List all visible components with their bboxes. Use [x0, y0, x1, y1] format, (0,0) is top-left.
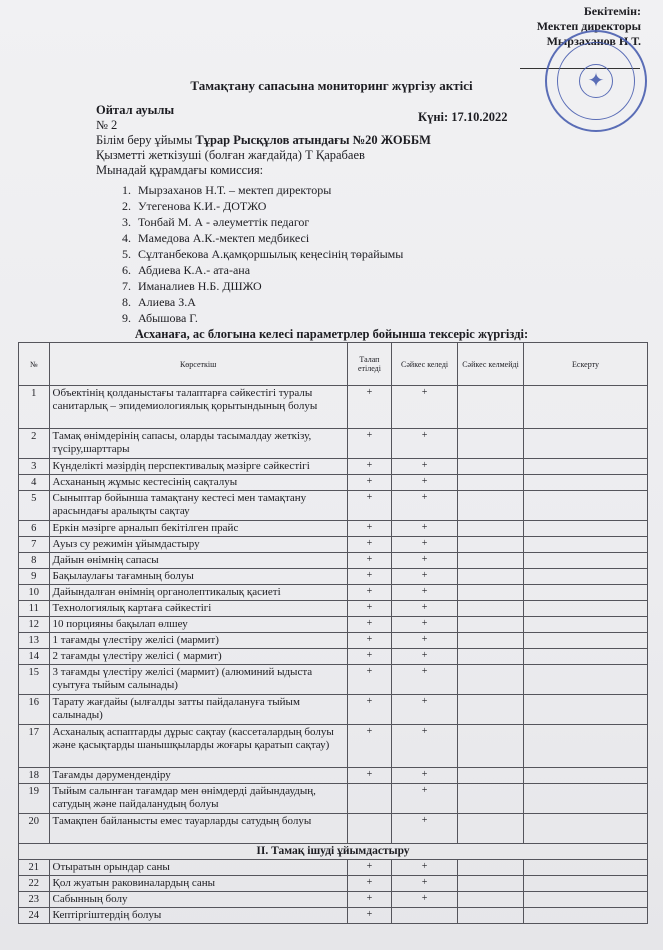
row-matches: +	[392, 617, 458, 633]
row-matches: +	[392, 814, 458, 844]
row-required: +	[347, 475, 392, 491]
row-number: 16	[19, 695, 50, 725]
row-note	[524, 459, 648, 475]
supplier: Қызметті жеткізуші (болған жағдайда) Т Қарабаев	[96, 148, 365, 162]
member-item: 4. Мамедова А.К.-мектеп медбикесі	[134, 230, 403, 246]
row-number: 11	[19, 601, 50, 617]
row-required: +	[347, 617, 392, 633]
row-matches: +	[392, 491, 458, 521]
row-note	[524, 665, 648, 695]
row-matches: +	[392, 521, 458, 537]
member-item: 2. Утегенова К.И.- ДОТЖО	[134, 198, 403, 214]
table-row	[19, 649, 648, 665]
table-row	[19, 537, 648, 553]
row-indicator: Еркін мәзірге арналып бекітілген прайс	[49, 521, 347, 537]
row-note	[524, 537, 648, 553]
row-matches: +	[392, 860, 458, 876]
row-note	[524, 553, 648, 569]
row-matches: +	[392, 585, 458, 601]
table-row	[19, 860, 648, 876]
row-indicator: 2 тағамды үлестіру желісі ( мармит)	[49, 649, 347, 665]
row-matches: +	[392, 784, 458, 814]
member-item: 6. Абдиева К.А.- ата-ана	[134, 262, 403, 278]
row-number: 7	[19, 537, 50, 553]
row-required	[347, 784, 392, 814]
row-matches: +	[392, 601, 458, 617]
row-note	[524, 491, 648, 521]
row-matches: +	[392, 429, 458, 459]
row-number: 12	[19, 617, 50, 633]
row-number: 4	[19, 475, 50, 491]
row-matches: +	[392, 569, 458, 585]
row-note	[524, 475, 648, 491]
row-note	[524, 429, 648, 459]
row-required: +	[347, 665, 392, 695]
row-not-matches	[458, 814, 524, 844]
row-number: 15	[19, 665, 50, 695]
organization-prefix: Білім беру ұйымы	[96, 133, 196, 147]
table-row	[19, 475, 648, 491]
row-required: +	[347, 725, 392, 768]
table-row	[19, 814, 648, 844]
row-indicator: Дайын өнімнің сапасы	[49, 553, 347, 569]
row-not-matches	[458, 429, 524, 459]
row-note	[524, 908, 648, 924]
table-row	[19, 569, 648, 585]
row-number: 19	[19, 784, 50, 814]
row-indicator: Ауыз су режимін ұйымдастыру	[49, 537, 347, 553]
row-note	[524, 892, 648, 908]
row-note	[524, 725, 648, 768]
table-row	[19, 892, 648, 908]
member-item: 3. Тонбай М. А - әлеуметтік педагог	[134, 214, 403, 230]
member-item: 1. Мырзаханов Н.Т. – мектеп директоры	[134, 182, 403, 198]
row-note	[524, 814, 648, 844]
table-row	[19, 876, 648, 892]
row-not-matches	[458, 491, 524, 521]
row-not-matches	[458, 892, 524, 908]
row-matches: +	[392, 459, 458, 475]
table-row	[19, 908, 648, 924]
row-indicator: Сыныптар бойынша тамақтану кестесі мен тамақтану арасындағы аралықты сақтау	[49, 491, 347, 521]
row-matches: +	[392, 475, 458, 491]
row-matches: +	[392, 695, 458, 725]
row-not-matches	[458, 876, 524, 892]
row-not-matches	[458, 617, 524, 633]
header-required: Талап етіледі	[347, 343, 392, 386]
row-note	[524, 386, 648, 429]
row-note	[524, 601, 648, 617]
row-number: 23	[19, 892, 50, 908]
row-not-matches	[458, 908, 524, 924]
row-note	[524, 784, 648, 814]
row-required: +	[347, 537, 392, 553]
row-not-matches	[458, 459, 524, 475]
row-required: +	[347, 908, 392, 924]
table-header-row	[19, 343, 648, 386]
header-not-matches: Сәйкес келмейді	[458, 343, 524, 386]
row-indicator: Отыратын орындар саны	[49, 860, 347, 876]
table-body-section-2	[19, 860, 648, 924]
member-item: 5. Сұлтанбекова А.қамқоршылық кеңесінің төрайымы	[134, 246, 403, 262]
row-required: +	[347, 585, 392, 601]
row-not-matches	[458, 601, 524, 617]
table-row	[19, 768, 648, 784]
row-required: +	[347, 633, 392, 649]
table-row	[19, 784, 648, 814]
row-not-matches	[458, 475, 524, 491]
commission-label: Мынадай құрамдағы комиссия:	[96, 163, 264, 177]
row-not-matches	[458, 860, 524, 876]
row-not-matches	[458, 537, 524, 553]
row-indicator: Дайындалған өнімнің органолептикалық қасиеті	[49, 585, 347, 601]
header-no: №	[19, 343, 50, 386]
row-note	[524, 521, 648, 537]
row-indicator: Тамақпен байланысты емес тауарларды сатудың болуы	[49, 814, 347, 844]
table-row	[19, 601, 648, 617]
row-required: +	[347, 876, 392, 892]
row-required: +	[347, 768, 392, 784]
row-matches: +	[392, 649, 458, 665]
row-indicator: 1 тағамды үлестіру желісі (мармит)	[49, 633, 347, 649]
row-indicator: Бақылаулағы тағамның болуы	[49, 569, 347, 585]
table-row	[19, 725, 648, 768]
table-row	[19, 553, 648, 569]
row-note	[524, 633, 648, 649]
inspection-table	[18, 342, 648, 924]
member-item: 9. Абышова Г.	[134, 310, 403, 326]
row-number: 2	[19, 429, 50, 459]
row-required: +	[347, 695, 392, 725]
approval-position: Мектеп директоры	[536, 19, 641, 33]
row-note	[524, 860, 648, 876]
table-row	[19, 695, 648, 725]
table-row	[19, 665, 648, 695]
commission-members	[112, 182, 403, 326]
row-indicator: 10 порцияны бақылап өлшеу	[49, 617, 347, 633]
row-number: 20	[19, 814, 50, 844]
row-number: 13	[19, 633, 50, 649]
table-row	[19, 459, 648, 475]
document-title: Тамақтану сапасына мониторинг жүргізу актісі	[190, 78, 473, 93]
inspection-intro: Асханаға, ас блогына келесі параметрлер бойынша тексеріс жүргізді:	[134, 327, 529, 341]
row-indicator: Тағамды дәрумендендіру	[49, 768, 347, 784]
row-not-matches	[458, 665, 524, 695]
row-note	[524, 768, 648, 784]
row-indicator: Объектінің қолданыстағы талаптарға сәйкестігі туралы санитарлық – эпидемиологиялық қорытындының болуы	[49, 386, 347, 429]
row-number: 21	[19, 860, 50, 876]
row-required: +	[347, 521, 392, 537]
act-number: № 2	[96, 118, 118, 132]
row-required: +	[347, 386, 392, 429]
row-number: 1	[19, 386, 50, 429]
row-number: 5	[19, 491, 50, 521]
row-matches: +	[392, 892, 458, 908]
row-not-matches	[458, 695, 524, 725]
row-matches: +	[392, 876, 458, 892]
table-row	[19, 633, 648, 649]
header-note: Ескерту	[524, 343, 648, 386]
row-required	[347, 814, 392, 844]
row-not-matches	[458, 569, 524, 585]
row-required: +	[347, 459, 392, 475]
row-required: +	[347, 601, 392, 617]
section-2-title: II. Тамақ ішуді ұйымдастыру	[19, 844, 648, 860]
row-note	[524, 617, 648, 633]
row-note	[524, 695, 648, 725]
row-note	[524, 585, 648, 601]
row-matches: +	[392, 553, 458, 569]
row-matches: +	[392, 768, 458, 784]
row-indicator: Технологиялық картаға сәйкестігі	[49, 601, 347, 617]
row-indicator: Тыйым салынған тағамдар мен өнімдерді дайындаудың, сатудың және пайдаланудың болуы	[49, 784, 347, 814]
row-matches: +	[392, 665, 458, 695]
row-number: 6	[19, 521, 50, 537]
row-required: +	[347, 860, 392, 876]
table-row	[19, 429, 648, 459]
row-number: 3	[19, 459, 50, 475]
organization	[96, 133, 536, 148]
row-not-matches	[458, 784, 524, 814]
row-number: 18	[19, 768, 50, 784]
table-body-section-2-title	[19, 844, 648, 860]
approval-name: Мырзаханов Н.Т.	[546, 34, 641, 48]
row-number: 22	[19, 876, 50, 892]
village: Ойтал ауылы	[96, 103, 175, 117]
row-note	[524, 649, 648, 665]
row-not-matches	[458, 386, 524, 429]
row-number: 14	[19, 649, 50, 665]
row-required: +	[347, 892, 392, 908]
row-not-matches	[458, 585, 524, 601]
row-indicator: 3 тағамды үлестіру желісі (мармит) (алюминий ыдыста суытуға тыйым салынады)	[49, 665, 347, 695]
row-note	[524, 876, 648, 892]
table-row	[19, 585, 648, 601]
row-required: +	[347, 553, 392, 569]
row-number: 8	[19, 553, 50, 569]
organization-name: Тұрар Рысқұлов атындағы №20 ЖОББМ	[195, 133, 431, 147]
row-indicator: Күнделікті мәзірдің перспективалық мәзірге сәйкестігі	[49, 459, 347, 475]
member-item: 8. Алиева З.А	[134, 294, 403, 310]
row-matches: +	[392, 537, 458, 553]
row-not-matches	[458, 725, 524, 768]
table-row	[19, 386, 648, 429]
row-required: +	[347, 491, 392, 521]
row-indicator: Тамақ өнімдерінің сапасы, оларды тасымалдау жеткізу, түсіру,шарттары	[49, 429, 347, 459]
row-indicator: Қол жуатын раковиналардың саны	[49, 876, 347, 892]
table-row	[19, 521, 648, 537]
row-indicator: Асхананың жұмыс кестесінің сақталуы	[49, 475, 347, 491]
row-required: +	[347, 649, 392, 665]
section-row	[19, 844, 648, 860]
row-required: +	[347, 569, 392, 585]
row-not-matches	[458, 521, 524, 537]
table-body-section-1	[19, 386, 648, 844]
row-matches: +	[392, 386, 458, 429]
row-matches: +	[392, 633, 458, 649]
act-date: Күні: 17.10.2022	[418, 110, 508, 124]
table-row	[19, 617, 648, 633]
row-required: +	[347, 429, 392, 459]
approval-label: Бекітемін:	[583, 4, 641, 18]
row-not-matches	[458, 633, 524, 649]
row-not-matches	[458, 553, 524, 569]
row-not-matches	[458, 649, 524, 665]
header-indicator: Көрсеткіш	[49, 343, 347, 386]
row-indicator: Кептіргіштердің болуы	[49, 908, 347, 924]
table-row	[19, 491, 648, 521]
row-number: 24	[19, 908, 50, 924]
row-indicator: Сабынның болу	[49, 892, 347, 908]
member-item: 7. Иманалиев Н.Б. ДШЖО	[134, 278, 403, 294]
row-number: 17	[19, 725, 50, 768]
row-number: 9	[19, 569, 50, 585]
row-number: 10	[19, 585, 50, 601]
row-not-matches	[458, 768, 524, 784]
row-indicator: Асханалық аспаптарды дұрыс сақтау (кассеталардың болуы және қасықтарды шанышқыларды жоғары қаратып сақтау)	[49, 725, 347, 768]
row-indicator: Тарату жағдайы (ылғалды затты пайдалануға тыйым салынады)	[49, 695, 347, 725]
row-matches	[392, 908, 458, 924]
row-matches: +	[392, 725, 458, 768]
row-note	[524, 569, 648, 585]
header-matches: Сәйкес келеді	[392, 343, 458, 386]
